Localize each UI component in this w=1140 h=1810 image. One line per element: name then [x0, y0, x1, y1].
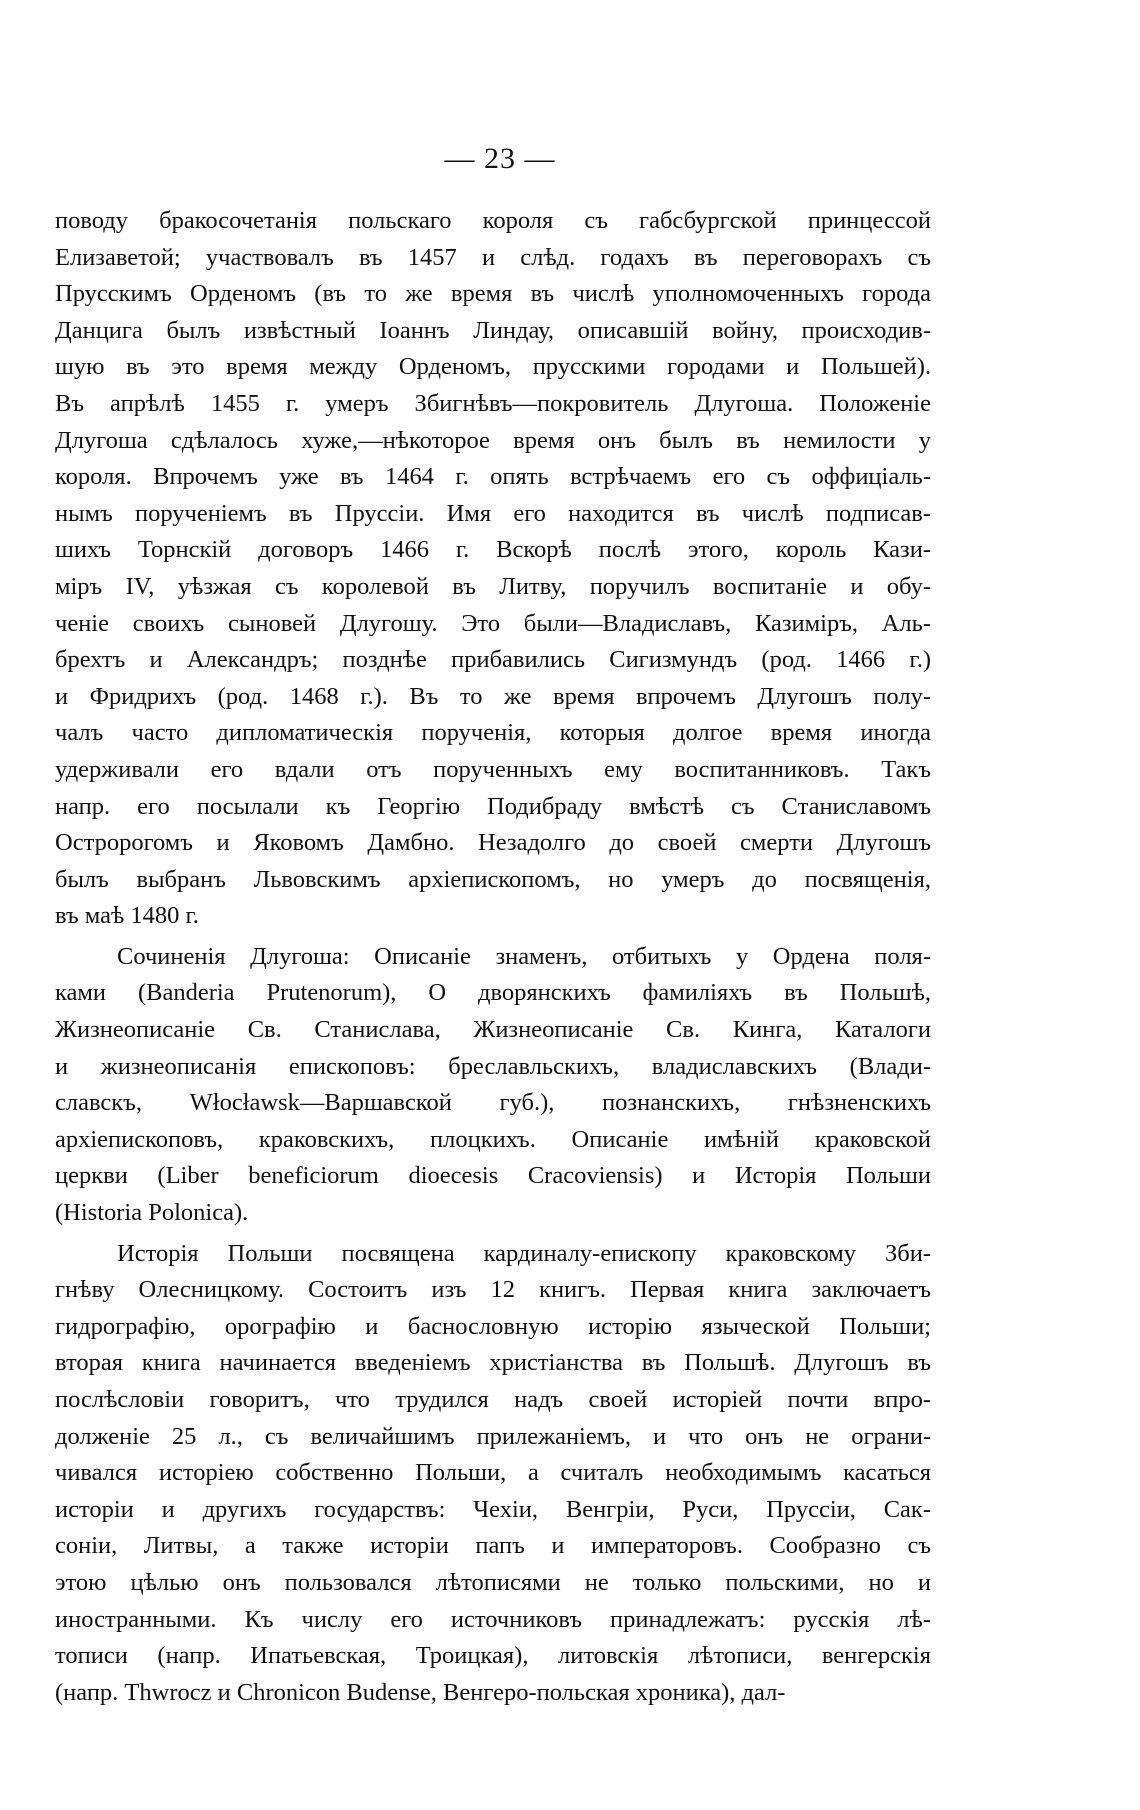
text-line: міръ IV, уѣзжая съ королевой въ Литву, поручилъ воспитаніе и обу- — [55, 572, 931, 600]
text-line: былъ выбранъ Львовскимъ архіепископомъ, но умеръ до посвященія, — [55, 865, 931, 893]
body-text — [55, 203, 931, 1711]
text-line: и жизнеописанія епископовъ: бреславльскихъ, владиславскихъ (Влади- — [55, 1052, 931, 1080]
text-line: брехтъ и Александръ; позднѣе прибавились Сигизмундъ (род. 1466 г.) — [55, 646, 931, 674]
text-line: вторая книга начинается введеніемъ христіанства въ Польшѣ. Длугошъ въ — [55, 1349, 931, 1377]
text-line: этою цѣлью онъ пользовался лѣтописями не только польскими, но и — [55, 1568, 931, 1596]
text-line: гидрографію, орографію и баснословную исторію языческой Польши; — [55, 1312, 931, 1340]
text-line: Прусскимъ Орденомъ (въ то же время въ числѣ уполномоченныхъ города — [55, 280, 931, 308]
text-line: тописи (напр. Ипатьевская, Троицкая), литовскія лѣтописи, венгерскія — [55, 1642, 931, 1670]
paragraph — [55, 1236, 931, 1712]
text-line: (напр. Thwrocz и Chronicon Budense, Венгеро-польская хроника), дал- — [55, 1678, 786, 1706]
text-line: напр. его посылали къ Георгію Подибраду вмѣстѣ съ Станиславомъ — [55, 792, 931, 820]
text-line: архіепископовъ, краковскихъ, плоцкихъ. Описаніе имѣній краковской — [55, 1125, 931, 1153]
text-line: Сочиненія Длугоша: Описаніе знаменъ, отбитыхъ у Ордена поля- — [117, 942, 931, 970]
text-line: послѣсловіи говоритъ, что трудился надъ своей исторіей почти впро- — [55, 1386, 931, 1413]
text-line: гнѣву Олесницкому. Состоитъ изъ 12 книгъ. Первая книга заключаетъ — [55, 1276, 931, 1304]
text-line: поводу бракосочетанія польскаго короля съ габсбургской принцессой — [55, 207, 931, 234]
page-number: — 23 — — [444, 142, 556, 175]
text-line: ченіе своихъ сыновей Длугошу. Это были—Владиславъ, Казиміръ, Аль- — [55, 609, 931, 637]
text-line: ками (Banderia Prutenorum), О дворянскихъ фамиліяхъ въ Польшѣ, — [55, 979, 931, 1007]
text-line: чивался исторіею собственно Польши, а считалъ необходимымъ касаться — [55, 1459, 931, 1487]
text-line: иностранными. Къ числу его источниковъ принадлежатъ: русскія лѣ- — [55, 1605, 931, 1633]
text-line: Въ апрѣлѣ 1455 г. умеръ Збигнѣвъ—покровитель Длугоша. Положеніе — [55, 389, 931, 417]
paragraph — [55, 203, 931, 935]
text-line: исторіи и другихъ государствъ: Чехіи, Венгріи, Руси, Пруссіи, Сак- — [55, 1495, 931, 1523]
text-line: Остророгомъ и Яковомъ Дамбно. Незадолго до своей смерти Длугошъ — [55, 829, 931, 857]
text-line: (Historia Polonica). — [55, 1199, 249, 1227]
text-line: соніи, Литвы, а также исторіи папъ и императоровъ. Сообразно съ — [55, 1532, 931, 1560]
text-line: нымъ порученіемъ въ Пруссіи. Имя его находится въ числѣ подписав- — [55, 499, 931, 527]
text-line: Данцига былъ извѣстный Іоаннъ Линдау, описавшій войну, происходив- — [55, 316, 931, 344]
text-line: долженіе 25 л., съ величайшимъ прилежаніемъ, и что онъ не ограни- — [55, 1422, 931, 1450]
text-line: удерживали его вдали отъ порученныхъ ему воспитанниковъ. Такъ — [55, 755, 931, 783]
text-line: Жизнеописаніе Св. Станислава, Жизнеописаніе Св. Кинга, Каталоги — [55, 1016, 931, 1044]
text-line: и Фридрихъ (род. 1468 г.). Въ то же время впрочемъ Длугошъ полу- — [55, 682, 931, 710]
text-line: Елизаветой; участвовалъ въ 1457 и слѣд. годахъ въ переговорахъ съ — [55, 243, 931, 271]
paragraph — [55, 939, 931, 1232]
text-line: въ маѣ 1480 г. — [55, 902, 199, 930]
text-line: славскъ, Włocławsk—Варшавской губ.), познанскихъ, гнѣзненскихъ — [55, 1089, 931, 1117]
text-line: шую въ это время между Орденомъ, прусскими городами и Польшей). — [55, 353, 931, 381]
text-line: шихъ Торнскій договоръ 1466 г. Вскорѣ послѣ этого, король Кази- — [55, 536, 931, 564]
text-line: церкви (Liber beneficiorum dioecesis Cracoviensis) и Исторія Польши — [55, 1162, 931, 1190]
text-line: чалъ часто дипломатическія порученія, которыя долгое время иногда — [55, 719, 931, 747]
text-line: Исторія Польши посвящена кардиналу-епископу краковскому Зби- — [117, 1239, 931, 1267]
text-line: короля. Впрочемъ уже въ 1464 г. опять встрѣчаемъ его съ оффиціаль- — [55, 463, 931, 491]
text-line: Длугоша сдѣлалось хуже,—нѣкоторое время онъ былъ въ немилости у — [55, 426, 931, 454]
